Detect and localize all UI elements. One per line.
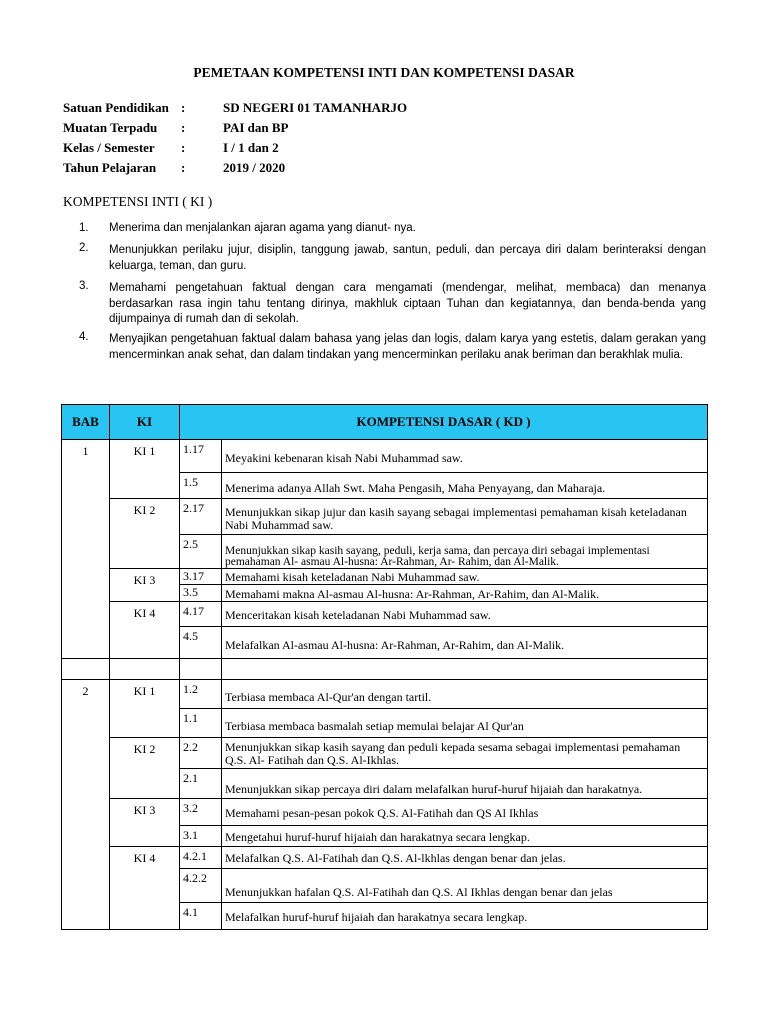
table-row [62, 602, 708, 627]
table-row [62, 440, 708, 473]
meta-separator: : [181, 100, 186, 115]
meta-separator: : [181, 160, 186, 175]
cell-bab: 2 [62, 680, 110, 930]
cell-kd-text [222, 659, 708, 680]
cell-kd-code: 2.1 [180, 769, 222, 799]
cell-kd-text: Menceritakan kisah keteladanan Nabi Muhammad saw. [222, 602, 708, 627]
meta-row-class [63, 138, 407, 158]
meta-value: I / 1 dan 2 [223, 140, 279, 155]
meta-value: SD NEGERI 01 TAMANHARJO [223, 100, 408, 115]
cell-kd-code [180, 659, 222, 680]
cell-kd-text: Meyakini kebenaran kisah Nabi Muhammad saw. [222, 440, 708, 473]
cell-kd-code: 4.1 [180, 903, 222, 930]
cell-ki: KI 1 [110, 440, 180, 499]
cell-kd-text: Menunjukkan sikap jujur dan kasih sayang sebagai implementasi pemahaman kisah keteladanan Nabi Muhammad saw. [222, 499, 708, 535]
cell-kd-text: Mengetahui huruf-huruf hijaiah dan harakatnya secara lengkap. [222, 826, 708, 847]
table-spacer-row [62, 659, 708, 680]
cell-ki [110, 659, 180, 680]
cell-ki: KI 4 [110, 602, 180, 659]
table-row [62, 847, 708, 869]
cell-kd-code: 1.1 [180, 709, 222, 738]
table-header-row [62, 405, 708, 440]
cell-bab [62, 659, 110, 680]
cell-kd-text: Terbiasa membaca Al-Qur'an dengan tartil. [222, 680, 708, 709]
meta-label: Satuan Pendidikan [63, 100, 169, 115]
table-row [62, 799, 708, 826]
kd-table [61, 404, 708, 930]
meta-row-year [63, 158, 407, 178]
cell-kd-text: Memahami kisah keteladanan Nabi Muhammad saw. [222, 569, 708, 585]
cell-kd-code: 4.2.1 [180, 847, 222, 869]
header-bab: BAB [62, 405, 110, 440]
cell-kd-text: Memahami pesan-pesan pokok Q.S. Al-Fatihah dan QS Al Ikhlas [222, 799, 708, 826]
cell-kd-code: 1.5 [180, 473, 222, 499]
table-row [62, 738, 708, 769]
cell-kd-code: 4.5 [180, 627, 222, 659]
meta-separator: : [181, 120, 186, 135]
ki-heading: KOMPETENSI INTI ( KI ) [63, 194, 213, 209]
header-kd: KOMPETENSI DASAR ( KD ) [180, 405, 708, 440]
document-title: PEMETAAN KOMPETENSI INTI DAN KOMPETENSI DASAR [193, 65, 575, 80]
cell-kd-code: 3.5 [180, 585, 222, 602]
cell-kd-code: 4.2.2 [180, 869, 222, 903]
table-row [62, 499, 708, 535]
cell-bab: 1 [62, 440, 110, 659]
meta-separator: : [181, 140, 186, 155]
cell-kd-text: Menunjukkan sikap kasih sayang, peduli, kerja sama, dan percaya diri sebagai implementasi pemahaman Al- asmau Al-husna: Ar-Rahman, Ar- Rahim, dan Al-Malik. [222, 535, 708, 569]
cell-kd-text: Terbiasa membaca basmalah setiap memulai belajar Al Qur'an [222, 709, 708, 738]
meta-row-subject [63, 118, 407, 138]
cell-ki: KI 1 [110, 680, 180, 738]
cell-ki: KI 2 [110, 738, 180, 799]
cell-kd-text: Memahami makna Al-asmau Al-husna: Ar-Rahman, Ar-Rahim, dan Al-Malik. [222, 585, 708, 602]
meta-label: Tahun Pelajaran [63, 160, 157, 175]
cell-kd-code: 4.17 [180, 602, 222, 627]
cell-kd-code: 3.1 [180, 826, 222, 847]
cell-kd-text: Melafalkan Al-asmau Al-husna: Ar-Rahman, Ar-Rahim, dan Al-Malik. [222, 627, 708, 659]
table-row [62, 680, 708, 709]
meta-value: PAI dan BP [223, 120, 289, 135]
cell-kd-text: Menerima adanya Allah Swt. Maha Pengasih, Maha Penyayang, dan Maharaja. [222, 473, 708, 499]
cell-kd-code: 2.2 [180, 738, 222, 769]
cell-kd-text: Menunjukkan sikap kasih sayang dan peduli kepada sesama sebagai implementasi pemahaman Q.S. Al- Fatihah dan Q.S. Al-Ikhlas. [222, 738, 708, 769]
cell-kd-code: 1.2 [180, 680, 222, 709]
cell-kd-code: 1.17 [180, 440, 222, 473]
meta-label: Kelas / Semester [63, 140, 155, 155]
cell-ki: KI 3 [110, 799, 180, 847]
meta-label: Muatan Terpadu [63, 120, 158, 135]
ki-item-text: Memahami pengetahuan faktual dengan cara mengamati (mendengar, melihat, membaca) dan menanya berdasarkan rasa ingin tahu tentang dirinya, makhluk ciptaan Tuhan dan kegiatannya, dan benda-benda yang dijumpainya di rumah dan di sekolah. [109, 282, 706, 325]
table-row [62, 569, 708, 585]
cell-ki: KI 2 [110, 499, 180, 569]
ki-item-number: 3. [79, 280, 89, 292]
cell-kd-text: Melafalkan Q.S. Al-Fatihah dan Q.S. Al-lkhlas dengan benar dan jelas. [222, 847, 708, 869]
cell-kd-code: 3.2 [180, 799, 222, 826]
ki-item-text: Menyajikan pengetahuan faktual dalam bahasa yang jelas dan logis, dalam karya yang estetis, dalam gerakan yang mencerminkan anak sehat, dan dalam tindakan yang mencerminkan perilaku anak beriman dan berakhlak mulia. [109, 333, 706, 361]
cell-kd-text: Menunjukkan sikap percaya diri dalam melafalkan huruf-huruf hijaiah dan harakatnya. [222, 769, 708, 799]
meta-value: 2019 / 2020 [223, 160, 286, 175]
ki-item-number: 4. [79, 331, 89, 343]
cell-ki: KI 4 [110, 847, 180, 930]
cell-kd-code: 3.17 [180, 569, 222, 585]
document-meta [63, 98, 407, 178]
cell-kd-code: 2.17 [180, 499, 222, 535]
cell-kd-code: 2.5 [180, 535, 222, 569]
ki-item-number: 2. [79, 242, 89, 254]
ki-item-number: 1. [79, 222, 89, 234]
ki-item-text: Menerima dan menjalankan ajaran agama yang dianut- nya. [109, 222, 416, 234]
meta-row-school [63, 98, 407, 118]
cell-ki: KI 3 [110, 569, 180, 602]
cell-kd-text: Melafalkan huruf-huruf hijaiah dan harakatnya secara lengkap. [222, 903, 708, 930]
cell-kd-text: Menunjukkan hafalan Q.S. Al-Fatihah dan Q.S. Al Ikhlas dengan benar dan jelas [222, 869, 708, 903]
header-ki: KI [110, 405, 180, 440]
ki-item-text: Menunjukkan perilaku jujur, disiplin, tanggung jawab, santun, peduli, dan percaya diri dalam berinteraksi dengan keluarga, teman, dan guru. [109, 244, 706, 272]
